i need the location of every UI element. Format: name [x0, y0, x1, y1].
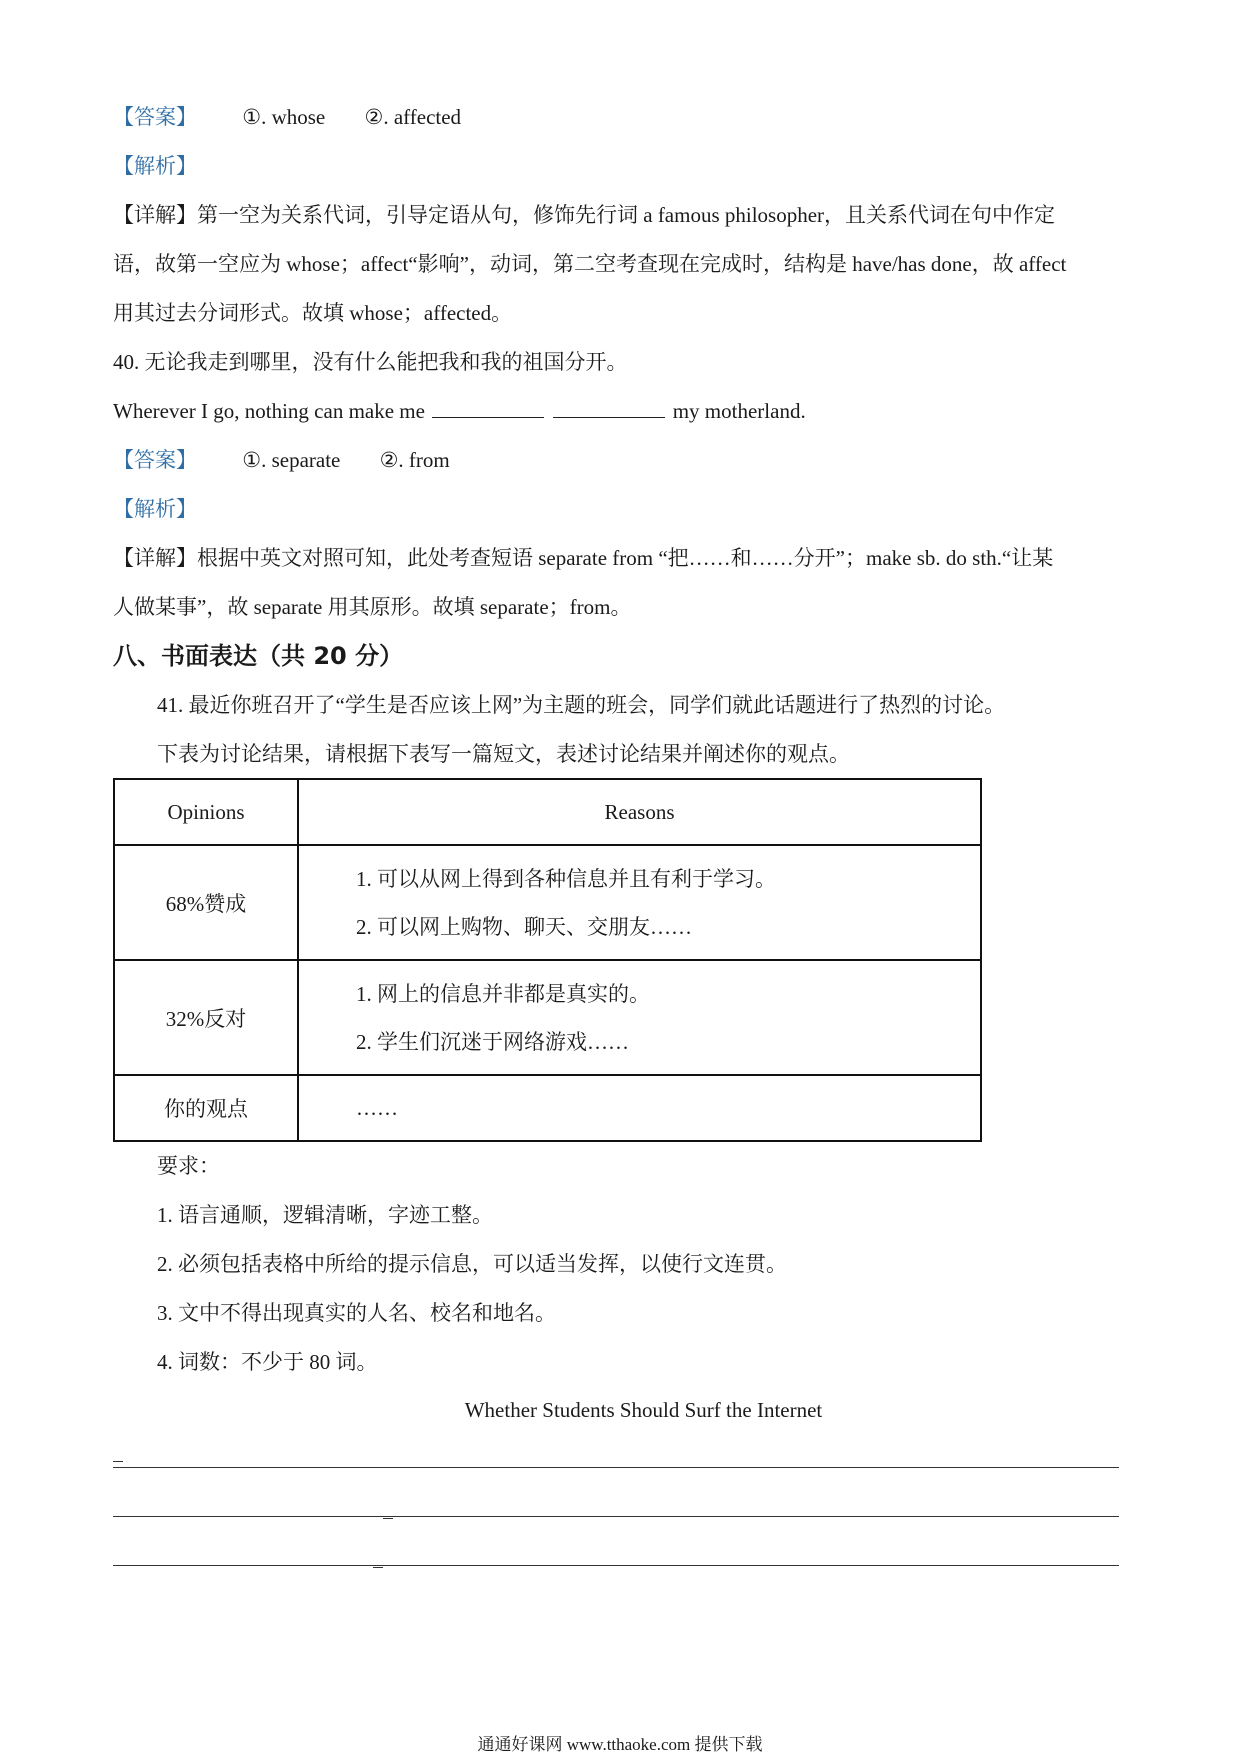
writing-line — [113, 1467, 1119, 1468]
opinion-cell: 32%反对 — [114, 960, 298, 1075]
question-41-instruction: 下表为讨论结果，请根据下表写一篇短文，表述讨论结果并阐述你的观点。 — [157, 742, 850, 766]
detail-line: 语，故第一空应为 whose；affect“影响”，动词，第二空考查现在完成时，结构是 have/has done，故 affect — [113, 252, 1067, 276]
table-row — [114, 845, 981, 960]
writing-line — [113, 1565, 1119, 1566]
question-40-sentence — [113, 397, 806, 425]
section-title: 八、书面表达（共 20 分） — [113, 642, 404, 670]
question-41: 41. 最近你班召开了“学生是否应该上网”为主题的班会，同学们就此话题进行了热烈的讨论。 — [157, 693, 1006, 717]
blank-2 — [553, 399, 665, 418]
requirement-item: 3. 文中不得出现真实的人名、校名和地名。 — [157, 1301, 556, 1325]
footer-watermark: 通通好课网 www.tthaoke.com 提供下载 — [477, 1735, 763, 1754]
opinions-table — [113, 778, 982, 1142]
writing-line-mark — [113, 1461, 123, 1462]
blank-1 — [432, 399, 544, 418]
answer-1: ①. whose — [242, 105, 326, 129]
answer-tag: 【答案】 — [113, 105, 197, 129]
writing-line — [113, 1516, 1119, 1517]
answer-1: ①. separate — [242, 448, 341, 472]
question-40: 40. 无论我走到哪里，没有什么能把我和我的祖国分开。 — [113, 350, 628, 374]
sentence-start: Wherever I go, nothing can make me — [113, 399, 425, 423]
requirement-item: 1. 语言通顺，逻辑清晰，字迹工整。 — [157, 1203, 493, 1227]
opinion-cell: 68%赞成 — [114, 845, 298, 960]
requirements-label: 要求： — [157, 1154, 220, 1178]
answer-line-39 — [113, 103, 461, 131]
reason-item: 1. 可以从网上得到各种信息并且有利于学习。 — [356, 866, 776, 891]
table-row — [114, 960, 981, 1075]
answer-tag: 【答案】 — [113, 448, 197, 472]
detail-line: 【详解】第一空为关系代词，引导定语从句，修饰先行词 a famous philosopher，且关系代词在句中作定 — [113, 203, 1056, 227]
reason-item: 1. 网上的信息并非都是真实的。 — [356, 981, 650, 1006]
header-reasons: Reasons — [298, 779, 981, 845]
table-header-row — [114, 779, 981, 845]
analysis-tag: 【解析】 — [113, 497, 197, 521]
reason-item: 2. 可以网上购物、聊天、交朋友…… — [356, 914, 692, 939]
detail-line: 用其过去分词形式。故填 whose；affected。 — [113, 301, 513, 325]
analysis-tag: 【解析】 — [113, 154, 197, 178]
opinion-cell: 你的观点 — [114, 1075, 298, 1141]
writing-line-mark — [373, 1567, 383, 1568]
requirement-item: 4. 词数：不少于 80 词。 — [157, 1350, 378, 1374]
detail-line: 人做某事”，故 separate 用其原形。故填 separate；from。 — [113, 595, 632, 619]
writing-line-mark — [383, 1518, 393, 1519]
reason-item: …… — [356, 1096, 398, 1120]
answer-2: ②. affected — [364, 105, 462, 129]
detail-line: 【详解】根据中英文对照可知，此处考查短语 separate from “把……和……分开”；make sb. do sth.“让某 — [113, 546, 1054, 570]
answer-line-40 — [113, 446, 450, 474]
sentence-end: my motherland. — [672, 399, 806, 423]
answer-2: ②. from — [379, 448, 450, 472]
reasons-cell — [298, 960, 981, 1075]
reasons-cell — [298, 1075, 981, 1141]
requirement-item: 2. 必须包括表格中所给的提示信息，可以适当发挥，以使行文连贯。 — [157, 1252, 787, 1276]
header-opinions: Opinions — [114, 779, 298, 845]
reasons-cell — [298, 845, 981, 960]
reason-item: 2. 学生们沉迷于网络游戏…… — [356, 1029, 629, 1054]
table-row — [114, 1075, 981, 1141]
essay-title: Whether Students Should Surf the Internet — [464, 1398, 823, 1422]
